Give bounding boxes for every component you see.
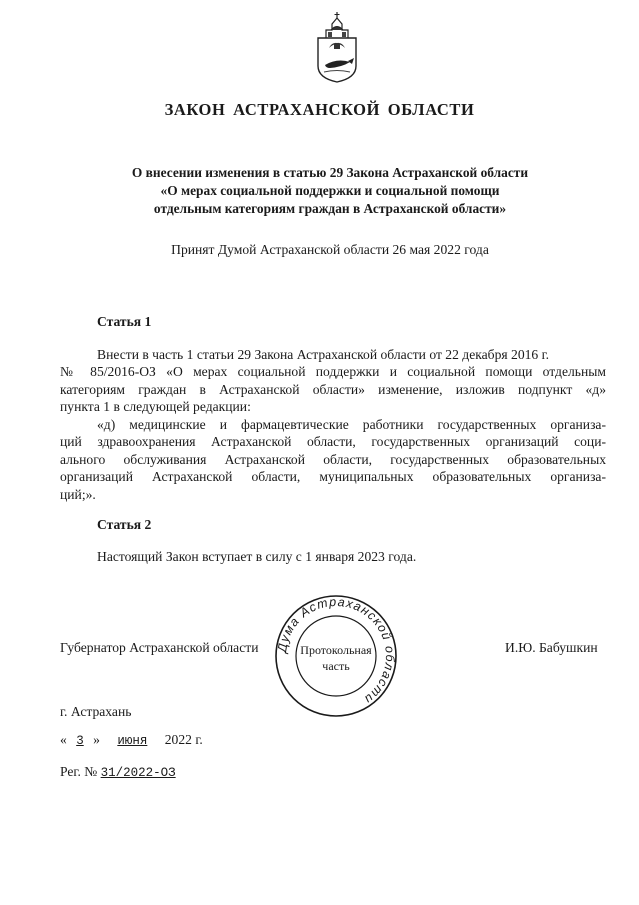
article-2-heading: Статья 2: [97, 517, 152, 532]
article-1-quote-line: организаций Астраханской области, муниципальных образовательных организа-: [60, 469, 606, 485]
stamp-center-line-2: часть: [322, 659, 350, 673]
date-year: 2022 г.: [164, 732, 203, 747]
article-1-intro-line: категориям граждан в Астраханской области» изменение, изложив подпункт «д»: [60, 381, 606, 397]
registration-label: Рег. №: [60, 764, 98, 779]
article-1-intro-line: пункта 1 в следующей редакции:: [60, 399, 251, 415]
article-1-quote-line: ций;».: [60, 486, 96, 502]
subject-line: О внесении изменения в статью 29 Закона Астраханской области: [131, 165, 529, 180]
article-1-intro-line: № 85/2016-ОЗ «О мерах социальной поддержки и социальной помощи отдельным: [60, 364, 606, 380]
subject-line: «О мерах социальной поддержки и социальной помощи: [160, 183, 500, 198]
signing-date: [60, 732, 203, 748]
place: г. Астрахань: [60, 704, 132, 719]
article-1-quote-line: ций здравоохранения Астраханской области, государственных организаций соци-: [60, 434, 606, 450]
article-2-text: Настоящий Закон вступает в силу с 1 января 2023 года.: [97, 549, 417, 564]
registration-number: [60, 764, 176, 780]
article-1-intro-line: Внести в часть 1 статьи 29 Закона Астраханской области от 22 декабря 2016 г.: [97, 347, 550, 362]
registration-value: 31/2022-ОЗ: [100, 766, 176, 780]
governor-position: Губернатор Астраханской области: [60, 640, 259, 655]
stamp-center-line-1: Протокольная: [300, 643, 372, 657]
law-subject: [60, 164, 600, 218]
article-1-quote: [60, 416, 606, 503]
article-1-intro: [60, 346, 606, 416]
article-1-quote-line: ального обслуживания Астраханской области, государственных образовательных: [60, 451, 606, 467]
date-open-quote: «: [60, 732, 67, 747]
date-day: 3: [76, 734, 84, 748]
date-month: июня: [117, 734, 148, 748]
article-1-heading: Статья 1: [97, 314, 152, 329]
stamp-ring-text: Дума Астраханской области: [274, 594, 398, 708]
article-1-quote-line: «д) медицинские и фармацевтические работники государственных организа-: [97, 417, 606, 432]
duma-stamp: [274, 594, 398, 718]
coat-of-arms-emblem: [312, 12, 362, 84]
law-title: ЗАКОН АСТРАХАНСКОЙ ОБЛАСТИ: [164, 100, 475, 119]
date-close-quote: »: [93, 732, 100, 747]
subject-line: отдельным категориям граждан в Астраханской области»: [153, 201, 507, 216]
governor-name: И.Ю. Бабушкин: [505, 640, 598, 655]
adoption-note: Принят Думой Астраханской области 26 мая 2022 года: [171, 242, 489, 257]
